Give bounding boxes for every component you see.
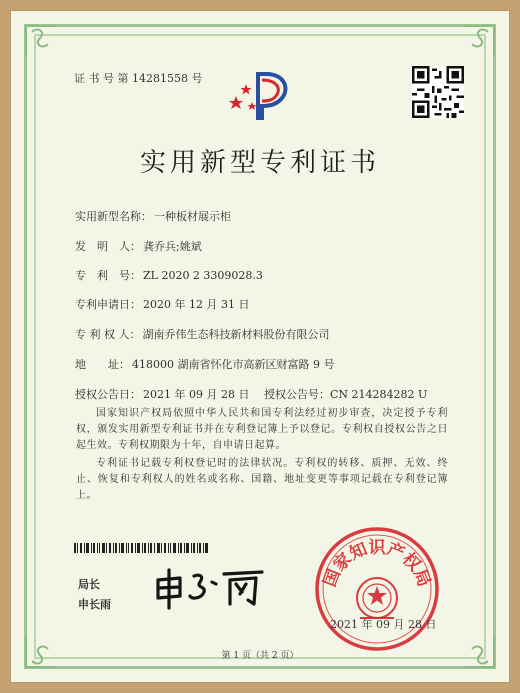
grant-date-label: 授权公告日：: [75, 388, 141, 401]
address-label: 地 址：: [75, 358, 130, 371]
filing-date-label: 专利申请日：: [75, 298, 141, 311]
patent-number-value: ZL 2020 2 3309028.3: [143, 269, 263, 282]
grant-date-value: 2021 年 09 月 28 日: [143, 388, 250, 401]
director-title: 局长: [78, 578, 100, 591]
address-row: [75, 356, 334, 372]
barcode-icon: [74, 538, 208, 548]
inventor-value: 龚乔兵;姚斌: [143, 240, 202, 253]
handwritten-signature: [150, 562, 270, 612]
address-value: 418000 湖南省怀化市高新区财富路 9 号: [132, 358, 335, 371]
cnipa-logo-icon: [222, 66, 300, 126]
filing-date-value: 2020 年 12 月 31 日: [143, 298, 250, 311]
model-name-label: 实用新型名称：: [75, 210, 152, 223]
seal-date: 2021 年 09 月 28 日: [330, 618, 437, 631]
official-seal-icon: [312, 524, 442, 654]
inventor-label: 发 明 人：: [75, 240, 141, 253]
grant-number-label: 授权公告号：: [264, 388, 330, 401]
inventor-row: [75, 238, 202, 254]
body-paragraph-2: 专利证书记载专利权登记时的法律状况。专利权的转移、质押、无效、终止、恢复和专利权人的姓名或名称、国籍、地址变更等事项记载在专利登记簿上。: [76, 458, 448, 501]
page-number: 第 1 页（共 2 页）: [221, 651, 299, 661]
model-name-row: [75, 208, 231, 224]
patent-number-row: [75, 267, 263, 283]
grant-number-row: [264, 386, 427, 402]
certificate-title: 实用新型专利证书: [139, 148, 380, 178]
model-name-value: 一种板材展示柜: [154, 210, 231, 223]
qr-code-icon: [412, 66, 464, 118]
filing-date-row: [75, 296, 249, 312]
body-paragraph-1: 国家知识产权局依照中华人民共和国专利法经过初步审查，决定授予专利权，颁发实用新型专利证书并在专利登记簿上予以登记。专利权自授权公告之日起生效。专利权期限为十年，自申请日起算。: [76, 408, 448, 451]
corner-ornament-icon: [462, 24, 496, 58]
corner-ornament-icon: [24, 24, 58, 58]
grant-date-row: [75, 386, 249, 402]
seal-text: 国家知识产权局: [320, 538, 434, 590]
patent-number-label: 专 利 号：: [75, 269, 141, 282]
director-name: 申长雨: [78, 598, 111, 611]
patentee-value: 湖南乔伟生态科技新材料股份有限公司: [142, 328, 330, 341]
certificate-number: 证 书 号 第 14281558 号: [74, 72, 203, 85]
patentee-row: [75, 326, 330, 342]
grant-number-value: CN 214284282 U: [330, 388, 428, 401]
patentee-label: 专 利 权 人：: [75, 328, 141, 341]
